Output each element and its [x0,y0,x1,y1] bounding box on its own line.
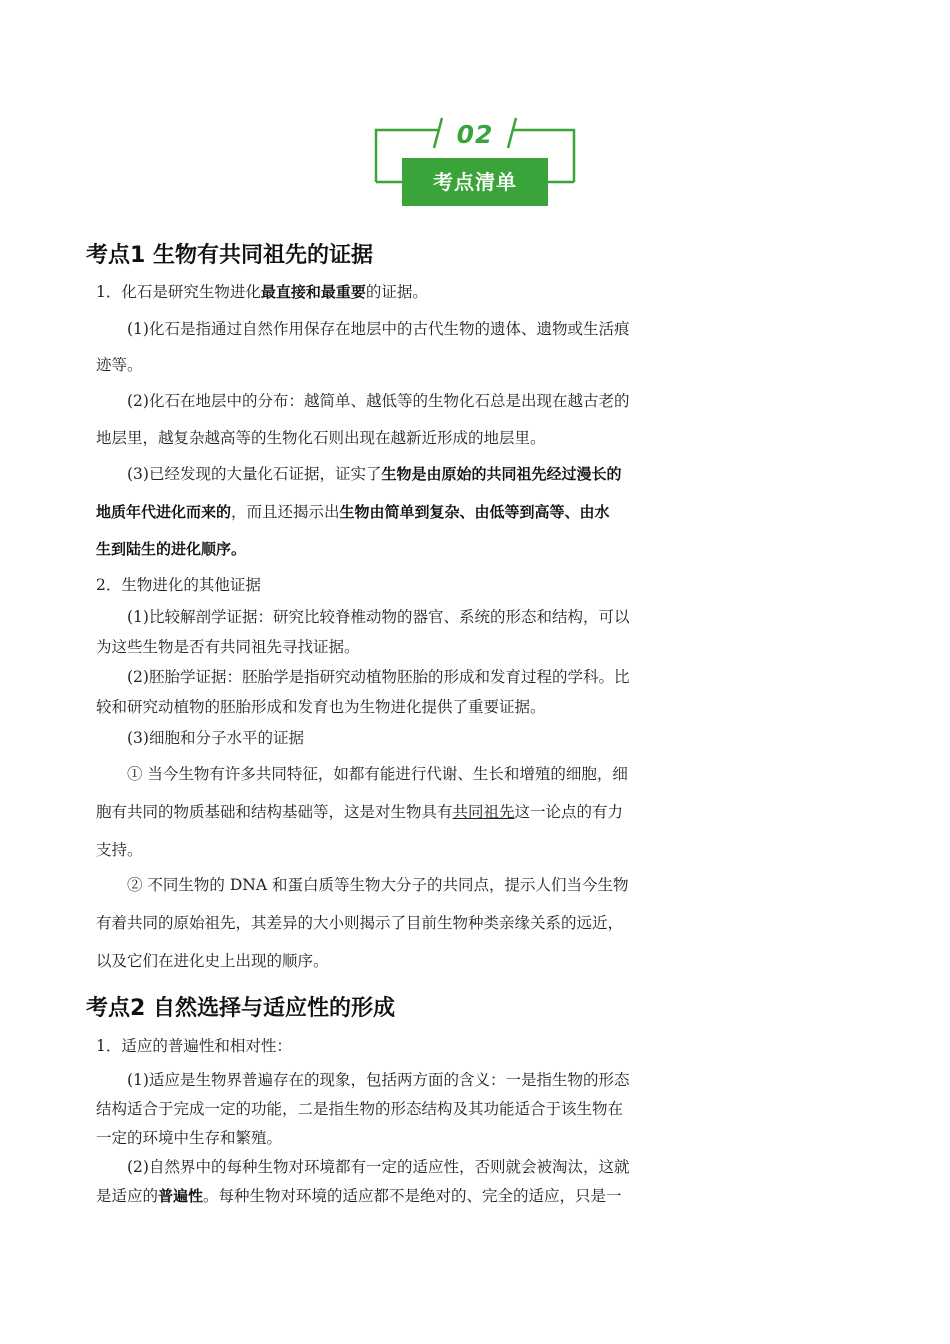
fossil-definition-line2: 迹等。 [96,356,143,374]
adaptation-line1: (1)适应是生物界普遍存在的现象，包括两方面的含义：一是指生物的形态 [127,1071,630,1089]
item-1: 1．化石是研究生物进化最直接和最重要的证据。 [96,283,428,301]
universality-line2: 是适应的普遍性。每种生物对环境的适应都不是绝对的、完全的适应，只是一 [96,1187,622,1205]
fossil-distribution-line1: (2)化石在地层中的分布：越简单、越低等的生物化石总是出现在越古老的 [127,392,630,410]
embryo-evidence-line1: (2)胚胎学证据：胚胎学是指研究动植物胚胎的形成和发育过程的学科。比 [127,668,630,686]
item-2: 2．生物进化的其他证据 [96,576,261,594]
fossil-evidence-line3: 生到陆生的进化顺序。 [96,540,247,558]
molecular-evidence-line1: ② 不同生物的 DNA 和蛋白质等生物大分子的共同点，提示人们当今生物 [127,876,629,894]
cell-evidence-line3: 支持。 [96,841,143,859]
molecular-evidence-line3: 以及它们在进化史上出现的顺序。 [96,952,329,970]
adaptation-line2: 结构适合于完成一定的功能，二是指生物的形态结构及其功能适合于该生物在 [96,1100,624,1118]
section-2-item-1: 1．适应的普遍性和相对性： [96,1037,292,1055]
anatomy-evidence-line1: (1)比较解剖学证据：研究比较脊椎动物的器官、系统的形态和结构，可以 [127,608,630,626]
section-2-heading: 考点2 自然选择与适应性的形成 [86,996,395,1021]
cell-evidence-line2: 胞有共同的物质基础和结构基础等，这是对生物具有共同祖先这一论点的有力 [96,803,624,821]
section-number: 02 [456,120,494,149]
fossil-definition-line1: (1)化石是指通过自然作用保存在地层中的古代生物的遗体、遗物或生活痕 [127,320,630,338]
embryo-evidence-line2: 较和研究动植物的胚胎形成和发育也为生物进化提供了重要证据。 [96,698,546,716]
fossil-evidence-line2: 地质年代进化而来的，而且还揭示出生物由简单到复杂、由低等到高等、由水 [96,503,610,521]
section-badge: 考点清单 [402,158,548,206]
molecular-evidence-line2: 有着共同的原始祖先，其差异的大小则揭示了目前生物种类亲缘关系的远近， [96,914,624,932]
anatomy-evidence-line2: 为这些生物是否有共同祖先寻找证据。 [96,638,360,656]
cell-molecular-heading: (3)细胞和分子水平的证据 [127,729,304,747]
section-emblem [374,116,576,208]
section-1-heading: 考点1 生物有共同祖先的证据 [86,243,373,268]
cell-evidence-line1: ① 当今生物有许多共同特征，如都有能进行代谢、生长和增殖的细胞，细 [127,765,628,783]
fossil-evidence-line1: (3)已经发现的大量化石证据，证实了生物是由原始的共同祖先经过漫长的 [127,465,622,483]
fossil-distribution-line2: 地层里，越复杂越高等的生物化石则出现在越新近形成的地层里。 [96,429,546,447]
adaptation-line3: 一定的环境中生存和繁殖。 [96,1129,283,1147]
universality-line1: (2)自然界中的每种生物对环境都有一定的适应性，否则就会被淘汰，这就 [127,1158,630,1176]
